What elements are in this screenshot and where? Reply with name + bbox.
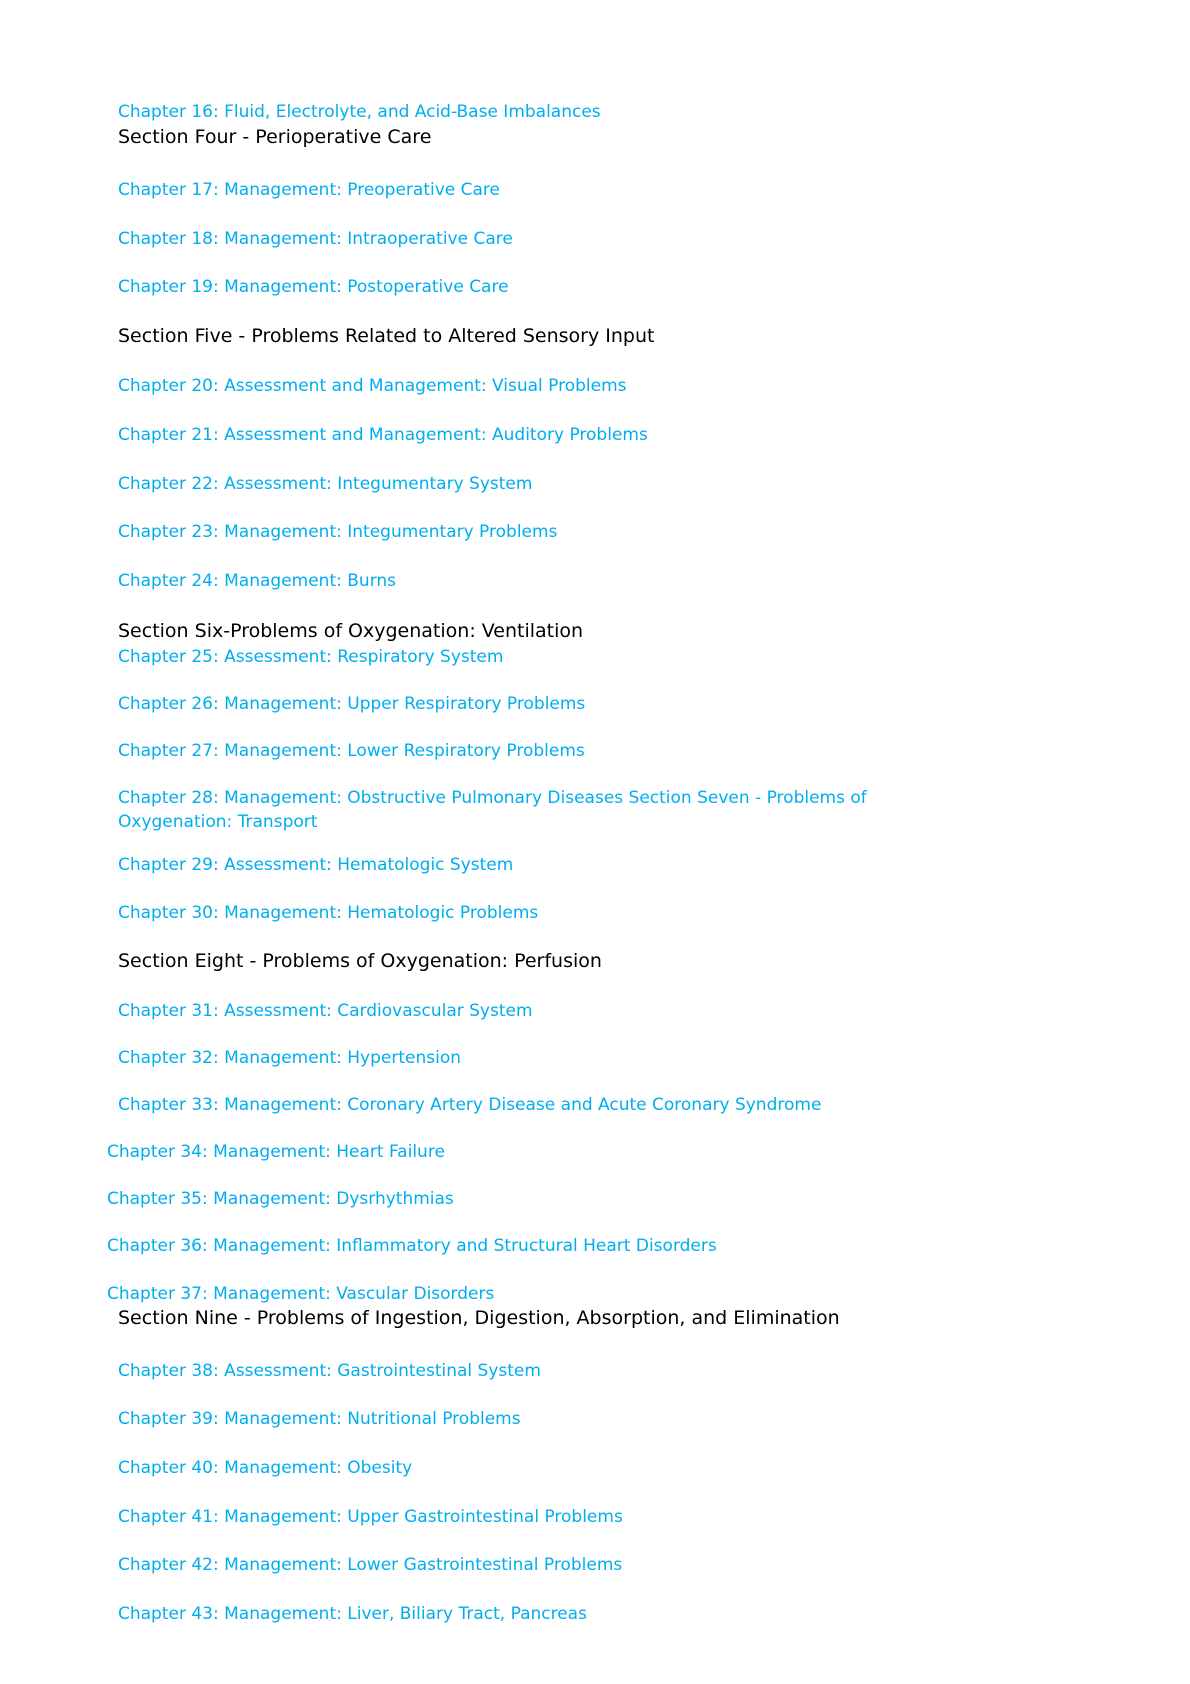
chapter-link-38[interactable]: Chapter 38: Assessment: Gastrointestinal System bbox=[118, 1361, 541, 1381]
chapter-link-27[interactable]: Chapter 27: Management: Lower Respiratory Problems bbox=[118, 741, 585, 761]
chapter-link-21[interactable]: Chapter 21: Assessment and Management: Auditory Problems bbox=[118, 425, 648, 445]
chapter-link-26[interactable]: Chapter 26: Management: Upper Respiratory Problems bbox=[118, 694, 586, 714]
chapter-link-17[interactable]: Chapter 17: Management: Preoperative Care bbox=[118, 180, 501, 200]
section-heading-nine: Section Nine - Problems of Ingestion, Digestion, Absorption, and Elimination bbox=[118, 1307, 840, 1329]
chapter-link-31[interactable]: Chapter 31: Assessment: Cardiovascular System bbox=[118, 1001, 533, 1021]
chapter-link-34[interactable]: Chapter 34: Management: Heart Failure bbox=[107, 1142, 445, 1162]
section-heading-eight: Section Eight - Problems of Oxygenation: Perfusion bbox=[118, 950, 602, 972]
chapter-link-32[interactable]: Chapter 32: Management: Hypertension bbox=[118, 1048, 461, 1068]
chapter-link-22[interactable]: Chapter 22: Assessment: Integumentary System bbox=[118, 474, 533, 494]
chapter-link-20[interactable]: Chapter 20: Assessment and Management: Visual Problems bbox=[118, 376, 627, 396]
chapter-link-19[interactable]: Chapter 19: Management: Postoperative Care bbox=[118, 277, 509, 297]
chapter-link-37[interactable]: Chapter 37: Management: Vascular Disorders bbox=[107, 1284, 495, 1304]
chapter-link-25[interactable]: Chapter 25: Assessment: Respiratory System bbox=[118, 647, 504, 667]
chapter-link-30[interactable]: Chapter 30: Management: Hematologic Problems bbox=[118, 903, 539, 923]
chapter-link-23[interactable]: Chapter 23: Management: Integumentary Problems bbox=[118, 522, 558, 542]
section-heading-six: Section Six-Problems of Oxygenation: Ventilation bbox=[118, 620, 584, 642]
chapter-link-41[interactable]: Chapter 41: Management: Upper Gastrointestinal Problems bbox=[118, 1507, 623, 1527]
chapter-link-28[interactable]: Chapter 28: Management: Obstructive Pulmonary Diseases Section Seven - Problems of Oxygenation: Transport bbox=[118, 788, 867, 832]
chapter-link-40[interactable]: Chapter 40: Management: Obesity bbox=[118, 1458, 413, 1478]
section-heading-four: Section Four - Perioperative Care bbox=[118, 126, 432, 148]
chapter-link-36[interactable]: Chapter 36: Management: Inflammatory and Structural Heart Disorders bbox=[107, 1236, 717, 1256]
section-heading-five: Section Five - Problems Related to Altered Sensory Input bbox=[118, 325, 655, 347]
chapter-link-39[interactable]: Chapter 39: Management: Nutritional Problems bbox=[118, 1409, 521, 1429]
chapter-link-29[interactable]: Chapter 29: Assessment: Hematologic System bbox=[118, 855, 514, 875]
chapter-link-24[interactable]: Chapter 24: Management: Burns bbox=[118, 571, 397, 591]
chapter-link-33[interactable]: Chapter 33: Management: Coronary Artery Disease and Acute Coronary Syndrome bbox=[118, 1095, 822, 1115]
chapter-link-18[interactable]: Chapter 18: Management: Intraoperative Care bbox=[118, 229, 513, 249]
chapter-link-16[interactable]: Chapter 16: Fluid, Electrolyte, and Acid-Base Imbalances bbox=[118, 102, 601, 122]
chapter-link-42[interactable]: Chapter 42: Management: Lower Gastrointestinal Problems bbox=[118, 1555, 623, 1575]
chapter-link-35[interactable]: Chapter 35: Management: Dysrhythmias bbox=[107, 1189, 454, 1209]
chapter-link-43[interactable]: Chapter 43: Management: Liver, Biliary Tract, Pancreas bbox=[118, 1604, 587, 1624]
